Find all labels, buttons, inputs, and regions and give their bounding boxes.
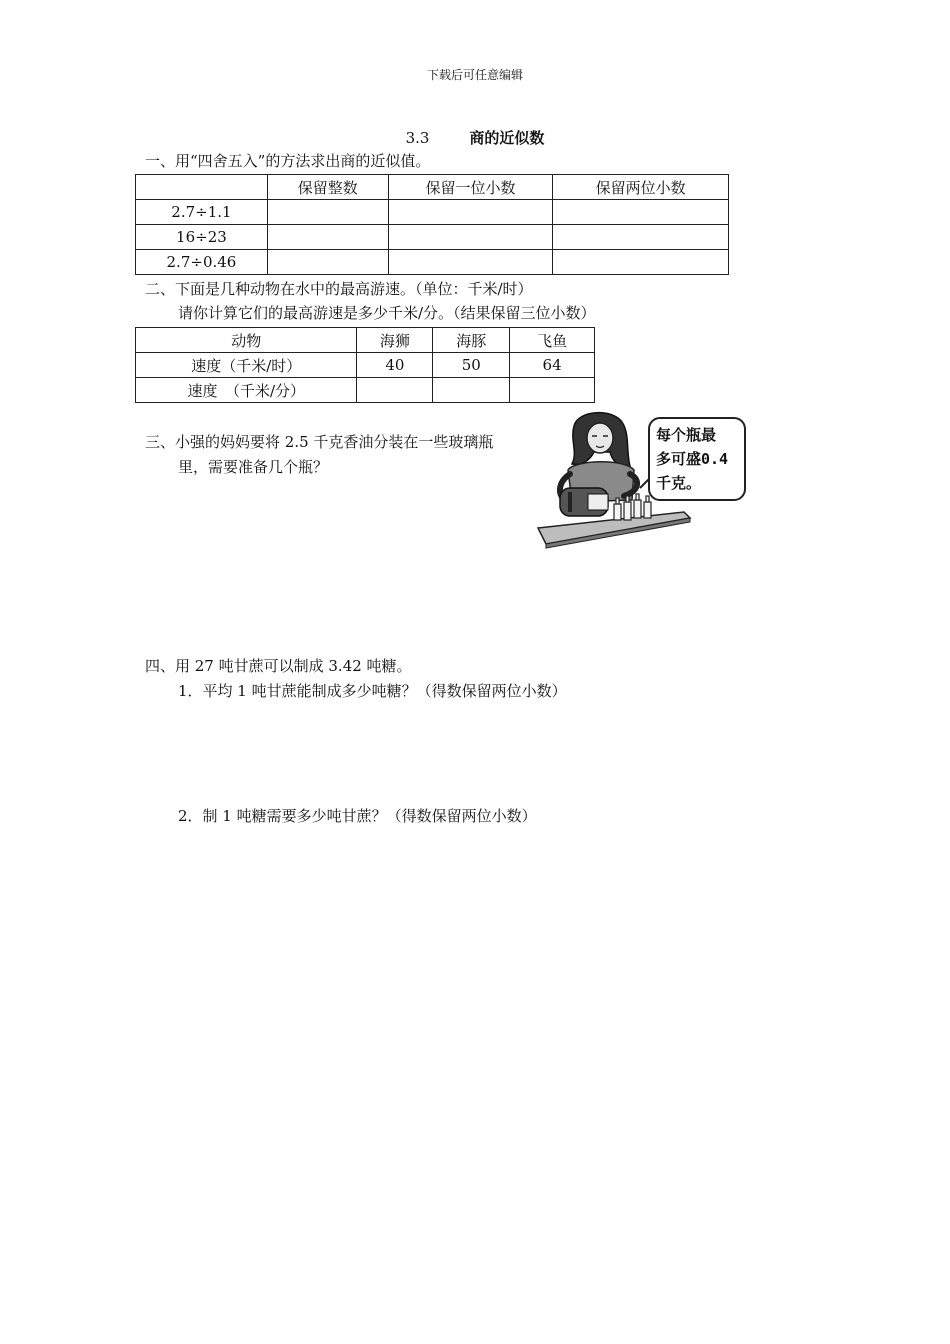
q3-line2: 里，需要准备几个瓶？ (178, 458, 329, 476)
speed-value: 64 (510, 353, 595, 378)
q2-header-row (136, 328, 595, 353)
table-row (136, 353, 595, 378)
header-note: 下载后可任意编辑 (426, 68, 523, 82)
table-row (136, 378, 595, 403)
q2-line1: 二、下面是几种动物在水中的最高游速。（单位：千米/时） (145, 280, 533, 298)
speech-bubble (648, 417, 746, 501)
speech-bubble-line: 多可盛0.4 (656, 450, 729, 468)
q1-header-row (136, 175, 729, 200)
answer-cell[interactable] (433, 378, 510, 403)
q1-expression: 2.7÷0.46 (136, 250, 268, 275)
q2-line2: 请你计算它们的最高游速是多少千米/分。（结果保留三位小数） (178, 304, 596, 322)
q1-header-cell: 保留一位小数 (388, 175, 553, 200)
q4-intro: 四、用 27 吨甘蔗可以制成 3.42 吨糖。 (145, 657, 412, 675)
page-title (0, 127, 950, 148)
q1-expression: 2.7÷1.1 (136, 200, 268, 225)
answer-cell[interactable] (388, 250, 553, 275)
q1-header-cell (136, 175, 268, 200)
q1-prompt: 一、用“四舍五入”的方法求出商的近似值。 (145, 152, 431, 170)
q3-line1: 三、小强的妈妈要将 2.5 千克香油分装在一些玻璃瓶 (145, 433, 494, 451)
speed-value: 50 (433, 353, 510, 378)
q4-sub2: 2．制 1 吨糖需要多少吨甘蔗？（得数保留两位小数） (178, 807, 537, 825)
answer-cell[interactable] (267, 225, 388, 250)
answer-cell[interactable] (553, 200, 729, 225)
speech-bubble-line: 千克。 (656, 474, 702, 492)
q2-header-cell: 海豚 (433, 328, 510, 353)
q2-header-cell: 海狮 (357, 328, 433, 353)
table-row (136, 200, 729, 225)
q4-sub1: 1．平均 1 吨甘蔗能制成多少吨糖？（得数保留两位小数） (178, 682, 567, 700)
answer-cell[interactable] (267, 200, 388, 225)
q2-header-cell: 动物 (136, 328, 357, 353)
table-row (136, 250, 729, 275)
q2-table (135, 327, 595, 403)
row-label: 速度 （千米/分） (136, 378, 357, 403)
row-label: 速度（千米/时） (136, 353, 357, 378)
section-title: 商的近似数 (469, 129, 545, 147)
q1-header-cell: 保留两位小数 (553, 175, 729, 200)
section-number: 3.3 (405, 129, 430, 147)
answer-cell[interactable] (388, 225, 553, 250)
answer-cell[interactable] (553, 250, 729, 275)
table-row (136, 225, 729, 250)
answer-cell[interactable] (267, 250, 388, 275)
speed-value: 40 (357, 353, 433, 378)
q2-header-cell: 飞鱼 (510, 328, 595, 353)
answer-cell[interactable] (388, 200, 553, 225)
speech-bubble-line: 每个瓶最 (656, 426, 717, 444)
answer-cell[interactable] (510, 378, 595, 403)
q1-table (135, 174, 729, 275)
q1-expression: 16÷23 (136, 225, 268, 250)
answer-cell[interactable] (553, 225, 729, 250)
q1-header-cell: 保留整数 (267, 175, 388, 200)
answer-cell[interactable] (357, 378, 433, 403)
